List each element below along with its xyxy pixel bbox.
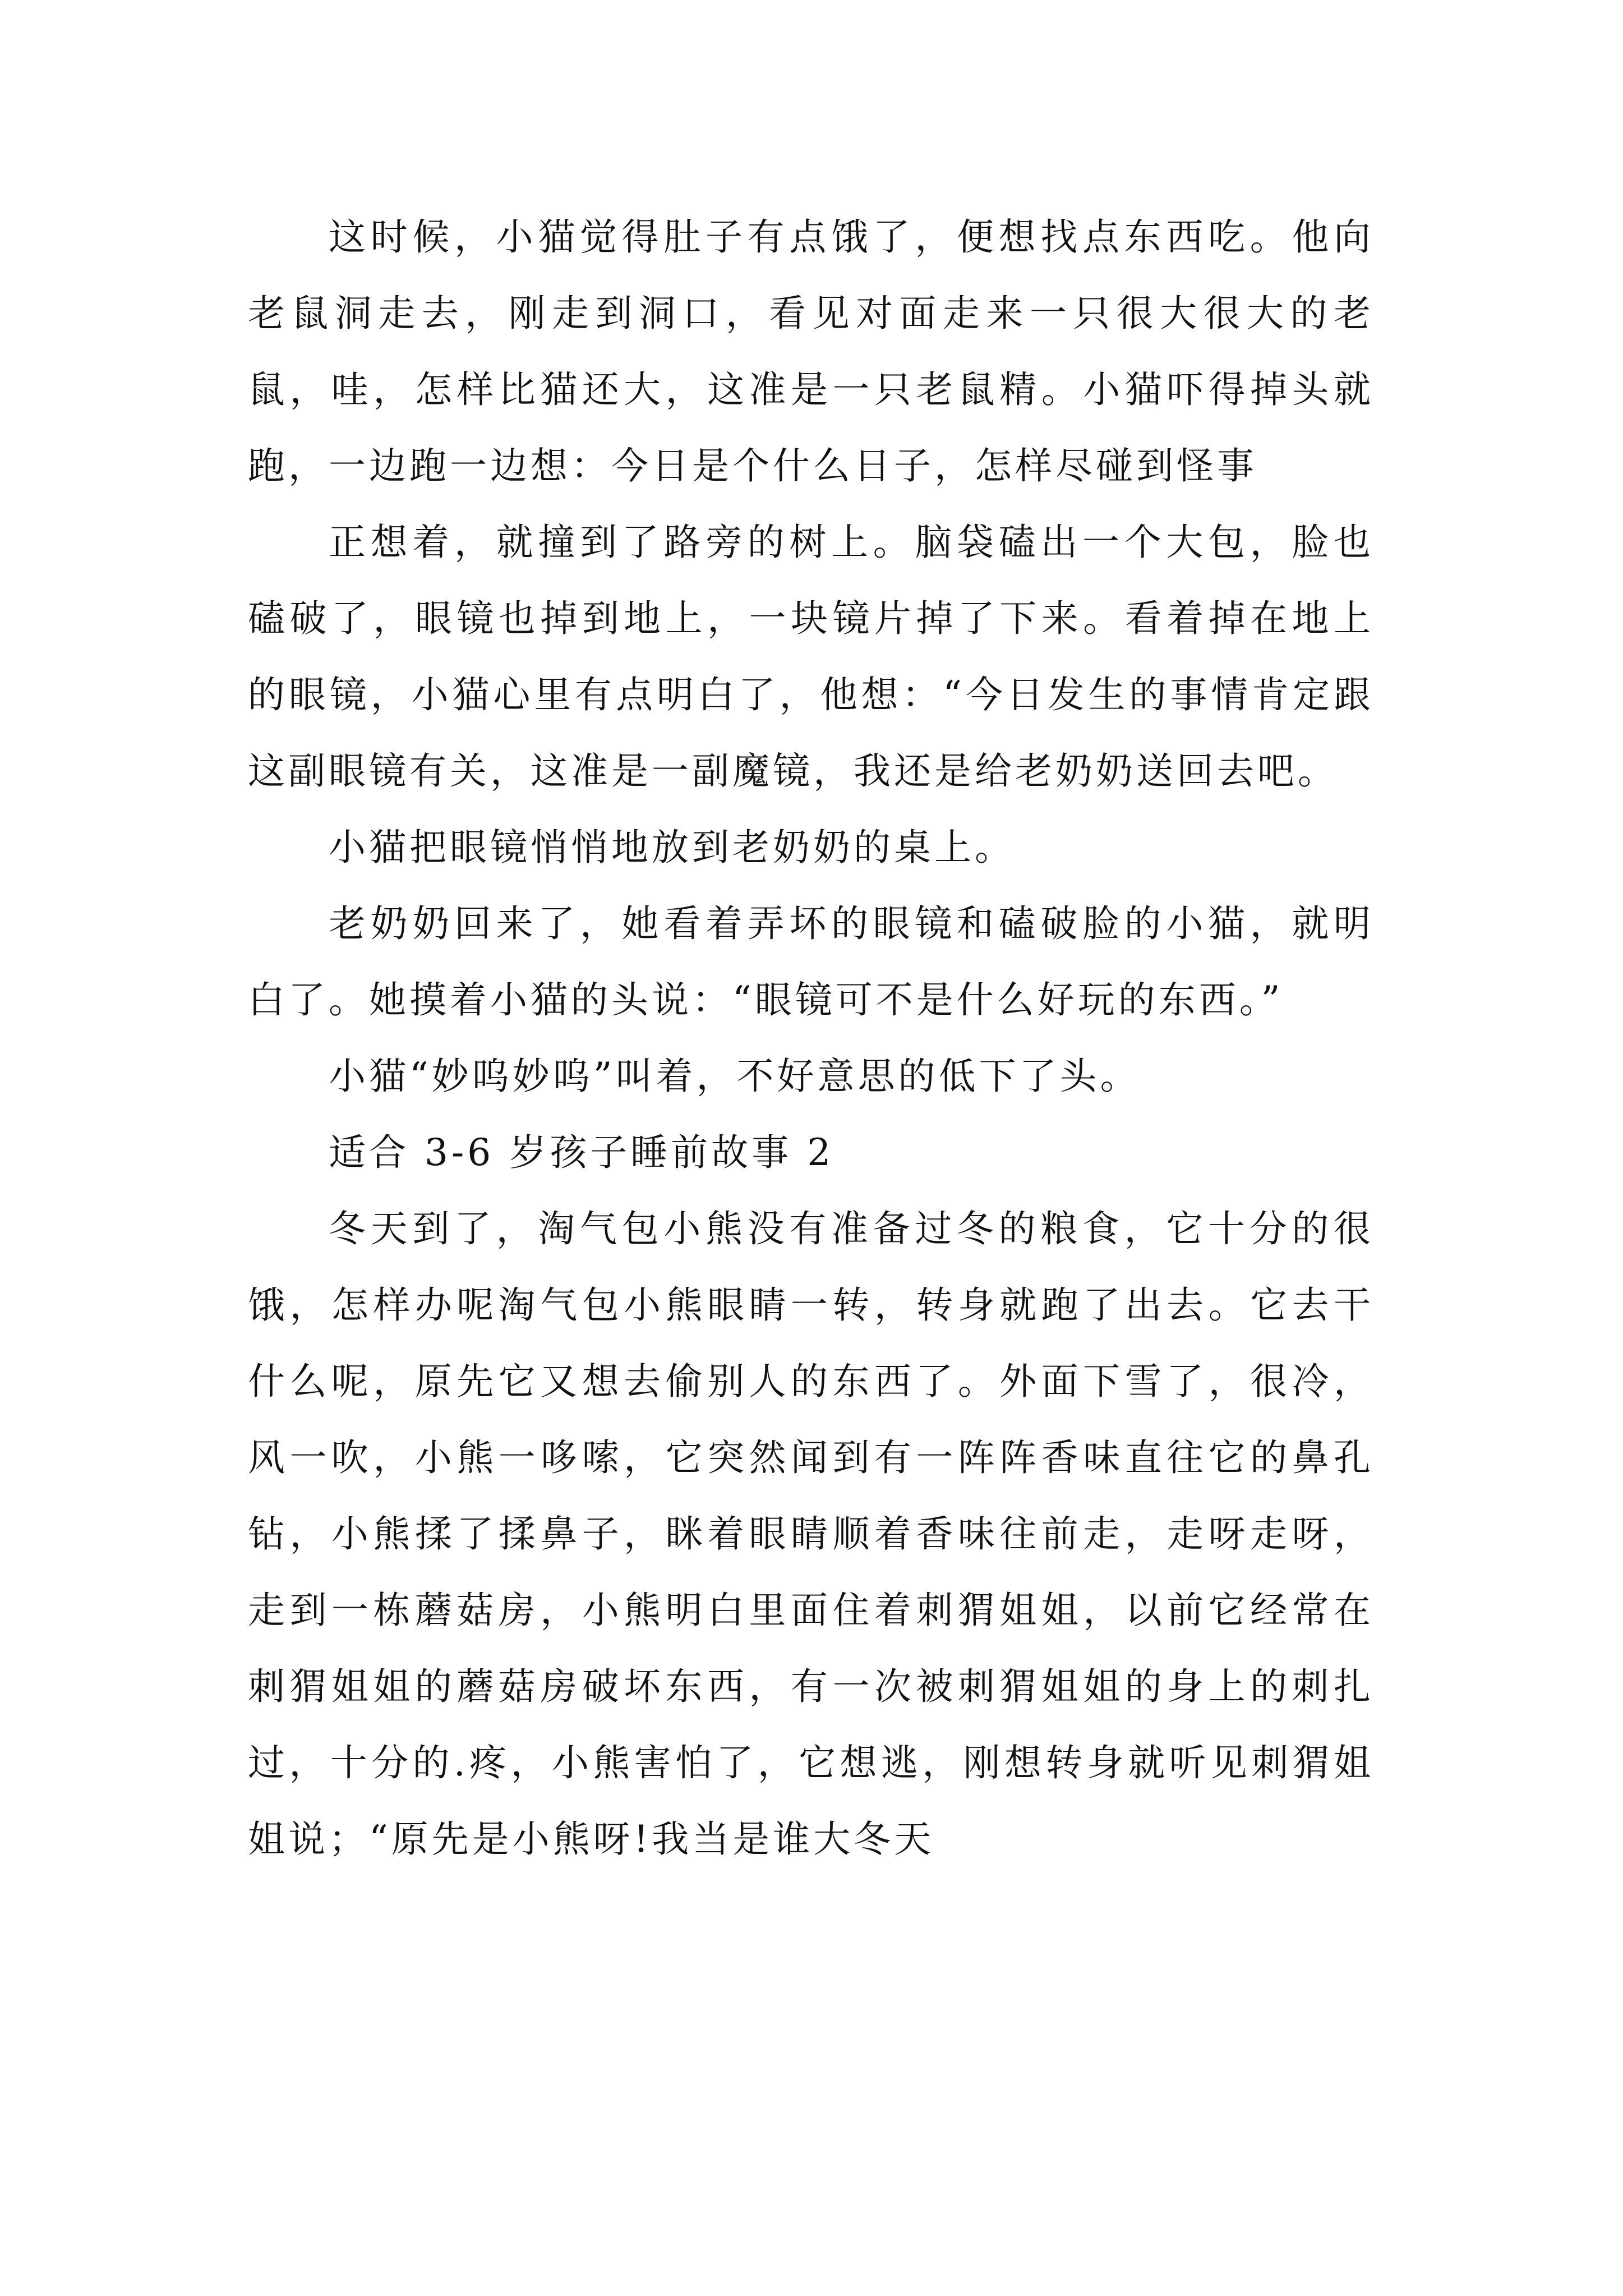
- paragraph: 老奶奶回来了，她看着弄坏的眼镜和磕破脸的小猫，就明白了。她摸着小猫的头说：“眼镜可不是什么好玩的东西。”: [248, 902, 1374, 1022]
- paragraph: 正想着，就撞到了路旁的树上。脑袋磕出一个大包，脸也磕破了，眼镜也掉到地上，一块镜片掉了下来。看着掉在地上的眼镜，小猫心里有点明白了，他想：“今日发生的事情肯定跟这副眼镜有关，这准是一副魔镜，我还是给老奶奶送回去吧。: [248, 521, 1374, 793]
- document-body: [248, 199, 1374, 1878]
- paragraph: 冬天到了，淘气包小熊没有准备过冬的粮食，它十分的很饿，怎样办呢淘气包小熊眼睛一转，转身就跑了出去。它去干什么呢，原先它又想去偷别人的东西了。外面下雪了，很冷，风一吹，小熊一哆嗦，它突然闻到有一阵阵香味直往它的鼻孔钻，小熊揉了揉鼻子，眯着眼睛顺着香味往前走，走呀走呀，走到一栋蘑菇房，小熊明白里面住着刺猬姐姐，以前它经常在刺猬姐姐的蘑菇房破坏东西，有一次被刺猬姐姐的身上的刺扎过，十分的.疼，小熊害怕了，它想逃，刚想转身就听见刺猬姐姐说；“原先是小熊呀!我当是谁大冬天: [248, 1207, 1374, 1861]
- paragraph: 小猫“妙呜妙呜”叫着，不好意思的低下了头。: [329, 1055, 1141, 1098]
- paragraph: 小猫把眼镜悄悄地放到老奶奶的桌上。: [329, 826, 1015, 869]
- paragraph: 这时候，小猫觉得肚子有点饿了，便想找点东西吃。他向老鼠洞走去，刚走到洞口，看见对面走来一只很大很大的老鼠，哇，怎样比猫还大，这准是一只老鼠精。小猫吓得掉头就跑，一边跑一边想：今日是个什么日子，怎样尽碰到怪事: [248, 215, 1374, 487]
- section-heading: 适合 3-6 岁孩子睡前故事 2: [329, 1131, 834, 1174]
